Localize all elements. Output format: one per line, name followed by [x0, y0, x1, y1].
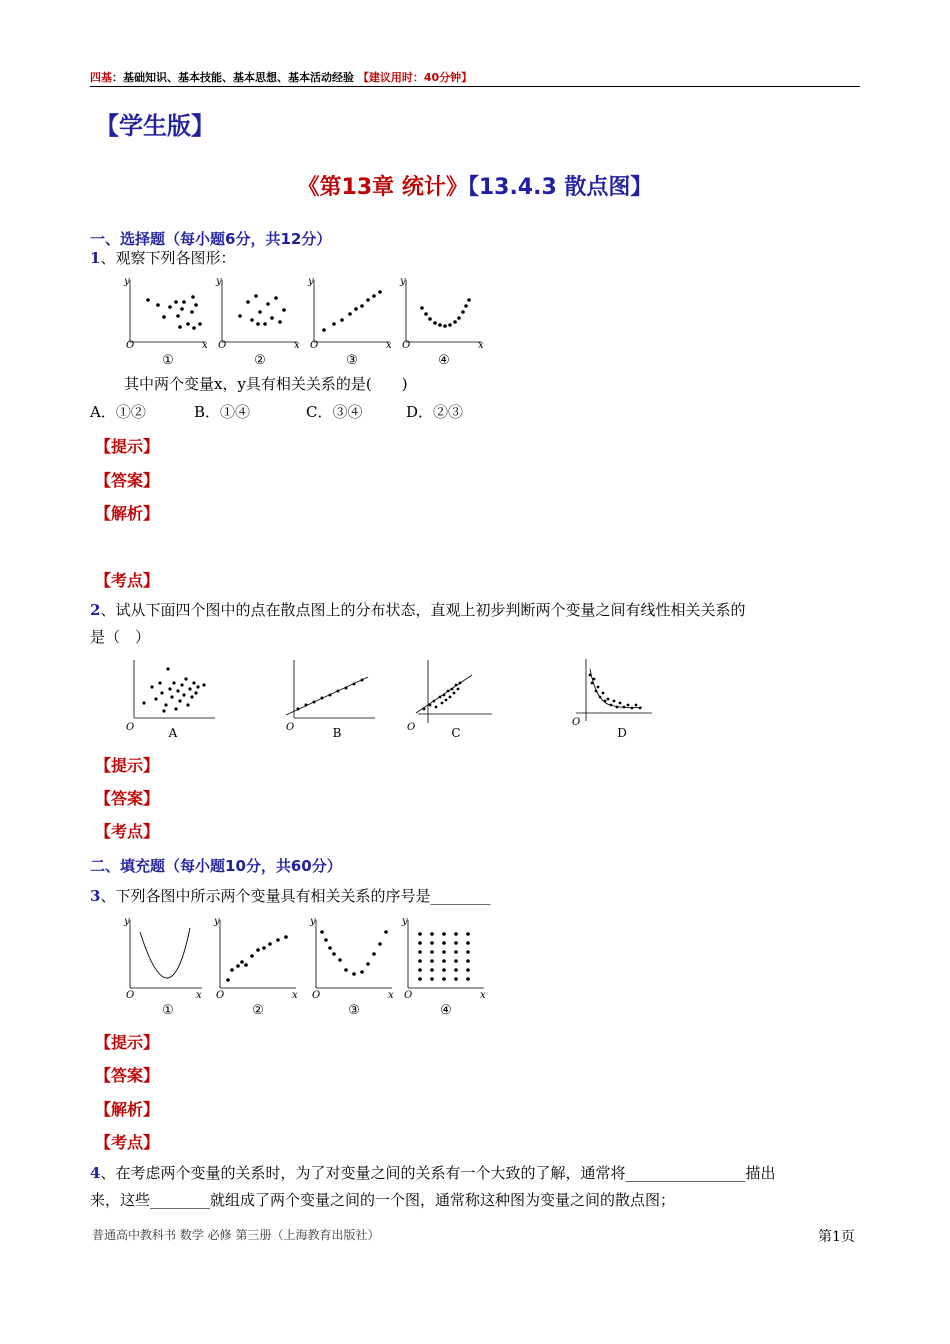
q3-prompt: 、下列各图中所示两个变量具有相关关系的序号是________	[100, 887, 491, 905]
grid-dot	[466, 968, 470, 972]
q2-fig-label-c: C	[451, 726, 461, 740]
q2-number: 2	[90, 601, 101, 619]
q2-fig-d	[572, 659, 652, 728]
q1-fig-1	[123, 276, 208, 351]
grid-dot	[442, 968, 446, 972]
q1-text	[90, 245, 235, 272]
q3-text	[90, 883, 490, 910]
grid-dot	[430, 941, 434, 945]
axis-x-label: x	[202, 340, 208, 351]
q2-fig-a	[126, 660, 215, 733]
q1-fig-label-1: ①	[162, 353, 174, 368]
grid-dot	[466, 959, 470, 963]
grid-dot	[418, 941, 422, 945]
axis-y-label: y	[310, 916, 316, 927]
axis-x-label: x	[386, 340, 392, 351]
grid-dot	[442, 941, 446, 945]
section-heading-2: 二、填充题（每小题10分，共60分）	[90, 857, 342, 875]
q1-option-b[interactable]: B．①④	[194, 403, 251, 421]
q4-prompt-line2: 来，这些________就组成了两个变量之间的一个图，通常称这种图为变量之间的散点图；	[90, 1191, 676, 1209]
axis-y-label: y	[214, 916, 220, 927]
grid-dot	[454, 968, 458, 972]
page-title	[0, 170, 950, 201]
q2-fig-c	[416, 660, 492, 723]
grid-dot	[466, 941, 470, 945]
grid-dot	[454, 950, 458, 954]
page-header	[90, 69, 472, 85]
q4-prompt-line1: 、在考虑两个变量的关系时，为了对变量之间的关系有一个大致的了解，通常将________________描出	[100, 1164, 776, 1182]
axis-x-label: x	[292, 990, 298, 1001]
footer-page-number: 第1页	[818, 1229, 855, 1245]
q3-analysis-tag: 【解析】	[95, 1100, 160, 1119]
axis-origin: O	[286, 722, 295, 733]
axis-x-label: x	[294, 340, 300, 351]
q1-number: 1	[90, 249, 101, 267]
section-heading-1: 一、选择题（每小题6分，共12分）	[90, 230, 332, 248]
grid-dot	[418, 932, 422, 936]
q3-fig-4	[401, 916, 486, 1001]
axis-y-label: y	[124, 916, 130, 927]
q1-fig-label-3: ③	[346, 353, 358, 368]
q2-fig-label-b: B	[332, 726, 342, 740]
axis-origin: O	[407, 722, 416, 733]
q3-fig-1	[123, 916, 202, 1001]
q2-hint-tag: 【提示】	[95, 756, 160, 775]
q1-option-a[interactable]: A．①②	[90, 403, 146, 421]
title-section: 【13.4.3 散点图】	[467, 175, 653, 200]
q4-number: 4	[90, 1164, 101, 1182]
q1-answer-tag: 【答案】	[95, 471, 160, 490]
axis-x-label: x	[480, 990, 486, 1001]
q4-text	[90, 1160, 865, 1214]
q2-fig-label-a: A	[168, 726, 178, 740]
q1-fig-label-4: ④	[438, 353, 450, 368]
q1-fig-2	[215, 276, 300, 351]
q3-fig-3	[309, 916, 394, 1001]
q3-fig-label-2: ②	[252, 1003, 264, 1018]
axis-origin: O	[572, 717, 581, 728]
q3-fig-label-4: ④	[440, 1003, 452, 1018]
q1-fig-4	[399, 276, 484, 351]
axis-y-label: y	[402, 916, 408, 927]
edition-label: 【学生版】	[95, 112, 215, 140]
q2-fig-label-d: D	[617, 726, 627, 740]
grid-dot	[430, 932, 434, 936]
grid-dot	[418, 950, 422, 954]
q3-point-tag: 【考点】	[95, 1133, 160, 1152]
axis-origin: O	[402, 340, 411, 351]
axis-y-label: y	[124, 276, 130, 287]
axis-y-label: y	[400, 276, 406, 287]
q2-answer-tag: 【答案】	[95, 789, 160, 808]
axis-origin: O	[126, 722, 135, 733]
grid-dot	[418, 968, 422, 972]
q1-hint-tag: 【提示】	[95, 437, 160, 456]
q1-option-c[interactable]: C．③④	[306, 403, 363, 421]
grid-dot	[466, 950, 470, 954]
grid-dot	[466, 977, 470, 981]
q2-prompt-line1: 、试从下面四个图中的点在散点图上的分布状态，直观上初步判断两个变量之间有线性相关关系的	[100, 601, 746, 619]
grid-dot	[430, 950, 434, 954]
q3-fig-label-1: ①	[162, 1003, 174, 1018]
header-text: ：基础知识、基本技能、基本思想、基本活动经验	[112, 71, 354, 84]
grid-dot	[466, 932, 470, 936]
q3-number: 3	[90, 887, 101, 905]
title-chapter: 《第13章 统计》	[297, 175, 468, 200]
axis-origin: O	[126, 990, 135, 1001]
axis-origin: O	[126, 340, 135, 351]
grid-dot	[454, 977, 458, 981]
axis-origin: O	[218, 340, 227, 351]
grid-dot	[454, 941, 458, 945]
axis-origin: O	[216, 990, 225, 1001]
q1-point-tag: 【考点】	[95, 571, 160, 590]
q1-fig-3	[307, 276, 392, 351]
header-divider	[90, 86, 860, 87]
grid-dot	[442, 977, 446, 981]
q3-fig-label-3: ③	[348, 1003, 360, 1018]
grid-dot	[442, 932, 446, 936]
axis-y-label: y	[308, 276, 314, 287]
q1-fig-label-2: ②	[254, 353, 266, 368]
axis-origin: O	[312, 990, 321, 1001]
axis-x-label: x	[478, 340, 484, 351]
axis-origin: O	[310, 340, 319, 351]
q1-figures	[118, 272, 498, 370]
q1-stem: 其中两个变量x，y具有相关关系的是( )	[124, 375, 408, 393]
grid-dot	[418, 977, 422, 981]
grid-dot	[430, 968, 434, 972]
q1-option-d[interactable]: D．②③	[406, 403, 464, 421]
q2-fig-b	[286, 660, 375, 733]
grid-dot	[418, 959, 422, 963]
header-time-hint: 【建议用时：40分钟】	[357, 71, 473, 84]
axis-y-label: y	[216, 276, 222, 287]
grid-dot	[454, 932, 458, 936]
axis-origin: O	[404, 990, 413, 1001]
q1-options	[90, 399, 463, 426]
q1-analysis-tag: 【解析】	[95, 504, 160, 523]
header-prefix: 四基	[90, 71, 112, 84]
q3-fig-2	[213, 916, 298, 1001]
axis-x-label: x	[388, 990, 394, 1001]
q2-point-tag: 【考点】	[95, 822, 160, 841]
grid-dot	[430, 959, 434, 963]
axis-x-label: x	[196, 990, 202, 1001]
q3-hint-tag: 【提示】	[95, 1033, 160, 1052]
q2-text	[90, 597, 745, 651]
q3-figures	[118, 910, 493, 1020]
footer-book: 普通高中教科书 数学 必修 第三册（上海教育出版社）	[92, 1228, 380, 1242]
q3-answer-tag: 【答案】	[95, 1066, 160, 1085]
q1-prompt: 、观察下列各图形：	[100, 249, 236, 267]
q2-figures	[120, 655, 665, 745]
grid-dot	[430, 977, 434, 981]
grid-dot	[442, 950, 446, 954]
grid-dot	[442, 959, 446, 963]
q2-prompt-line2: 是（ ）	[90, 628, 151, 646]
grid-dot	[454, 959, 458, 963]
